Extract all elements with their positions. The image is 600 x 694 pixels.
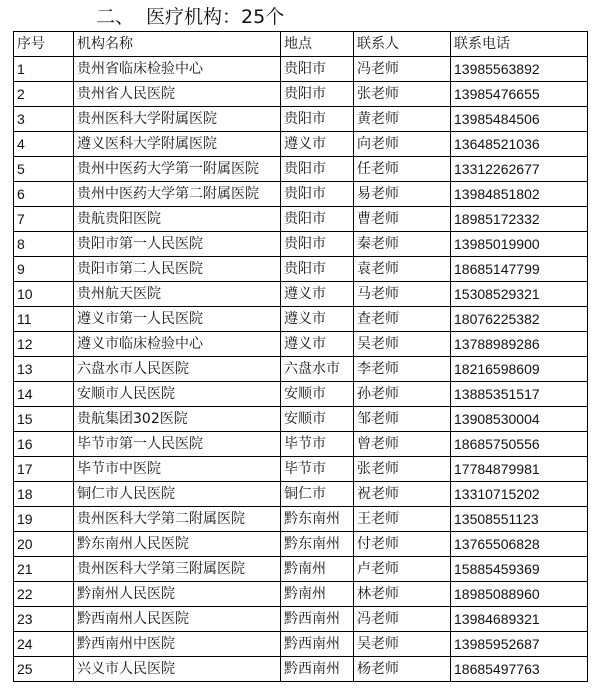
contact-person: 杨老师 xyxy=(354,657,451,682)
row-index: 23 xyxy=(14,607,74,632)
institution-name: 铜仁市人民医院 xyxy=(74,482,281,507)
header-contact: 联系人 xyxy=(354,32,451,57)
location: 遵义市 xyxy=(281,307,354,332)
institution-name: 贵州中医药大学第二附属医院 xyxy=(74,182,281,207)
row-index: 5 xyxy=(14,157,74,182)
header-institution: 机构名称 xyxy=(74,32,281,57)
location: 黔南州 xyxy=(281,582,354,607)
table-row xyxy=(14,657,588,682)
table-row xyxy=(14,482,588,507)
institution-name: 贵阳市第一人民医院 xyxy=(74,232,281,257)
phone-number: 18685497763 xyxy=(451,657,588,682)
phone-number: 13312262677 xyxy=(451,157,588,182)
phone-number: 13908530004 xyxy=(451,407,588,432)
location: 贵阳市 xyxy=(281,82,354,107)
institution-table xyxy=(13,31,588,682)
institution-name: 黔东南州人民医院 xyxy=(74,532,281,557)
contact-person: 卢老师 xyxy=(354,557,451,582)
phone-number: 17784879981 xyxy=(451,457,588,482)
row-index: 6 xyxy=(14,182,74,207)
contact-person: 冯老师 xyxy=(354,607,451,632)
table-row xyxy=(14,282,588,307)
table-row xyxy=(14,82,588,107)
table-row xyxy=(14,457,588,482)
location: 六盘水市 xyxy=(281,357,354,382)
table-row xyxy=(14,382,588,407)
contact-person: 吴老师 xyxy=(354,632,451,657)
row-index: 1 xyxy=(14,57,74,82)
institution-name: 贵州医科大学第三附属医院 xyxy=(74,557,281,582)
table-header-row xyxy=(14,32,588,57)
institution-name: 贵州航天医院 xyxy=(74,282,281,307)
phone-number: 18985172332 xyxy=(451,207,588,232)
contact-person: 邹老师 xyxy=(354,407,451,432)
row-index: 25 xyxy=(14,657,74,682)
header-phone: 联系电话 xyxy=(451,32,588,57)
row-index: 14 xyxy=(14,382,74,407)
location: 安顺市 xyxy=(281,407,354,432)
row-index: 3 xyxy=(14,107,74,132)
location: 贵阳市 xyxy=(281,232,354,257)
institution-name: 遵义市临床检验中心 xyxy=(74,332,281,357)
institution-name: 贵航贵阳医院 xyxy=(74,207,281,232)
location: 黔西南州 xyxy=(281,607,354,632)
contact-person: 易老师 xyxy=(354,182,451,207)
phone-number: 13765506828 xyxy=(451,532,588,557)
contact-person: 吴老师 xyxy=(354,332,451,357)
phone-number: 13788989286 xyxy=(451,332,588,357)
table-row xyxy=(14,557,588,582)
institution-name: 毕节市第一人民医院 xyxy=(74,432,281,457)
row-index: 7 xyxy=(14,207,74,232)
institution-name: 贵航集团302医院 xyxy=(74,407,281,432)
row-index: 15 xyxy=(14,407,74,432)
header-index: 序号 xyxy=(14,32,74,57)
row-index: 12 xyxy=(14,332,74,357)
phone-number: 13648521036 xyxy=(451,132,588,157)
phone-number: 15308529321 xyxy=(451,282,588,307)
institution-name: 贵州医科大学附属医院 xyxy=(74,107,281,132)
institution-name: 贵州省人民医院 xyxy=(74,82,281,107)
table-row xyxy=(14,432,588,457)
institution-name: 贵州医科大学第二附属医院 xyxy=(74,507,281,532)
table-row xyxy=(14,57,588,82)
phone-number: 18216598609 xyxy=(451,357,588,382)
row-index: 21 xyxy=(14,557,74,582)
table-row xyxy=(14,632,588,657)
institution-name: 遵义医科大学附属医院 xyxy=(74,132,281,157)
table-row xyxy=(14,157,588,182)
section-number: 二、 xyxy=(96,6,135,28)
institution-name: 黔南州人民医院 xyxy=(74,582,281,607)
contact-person: 任老师 xyxy=(354,157,451,182)
phone-number: 13985952687 xyxy=(451,632,588,657)
location: 遵义市 xyxy=(281,282,354,307)
location: 黔东南州 xyxy=(281,532,354,557)
institution-name: 兴义市人民医院 xyxy=(74,657,281,682)
row-index: 9 xyxy=(14,257,74,282)
row-index: 20 xyxy=(14,532,74,557)
row-index: 13 xyxy=(14,357,74,382)
table-row xyxy=(14,607,588,632)
phone-number: 15885459369 xyxy=(451,557,588,582)
row-index: 24 xyxy=(14,632,74,657)
location: 铜仁市 xyxy=(281,482,354,507)
institution-name: 黔西南州人民医院 xyxy=(74,607,281,632)
row-index: 18 xyxy=(14,482,74,507)
location: 贵阳市 xyxy=(281,257,354,282)
table-row xyxy=(14,182,588,207)
phone-number: 18076225382 xyxy=(451,307,588,332)
table-row xyxy=(14,232,588,257)
row-index: 4 xyxy=(14,132,74,157)
contact-person: 王老师 xyxy=(354,507,451,532)
contact-person: 向老师 xyxy=(354,132,451,157)
phone-number: 13984851802 xyxy=(451,182,588,207)
phone-number: 13985484506 xyxy=(451,107,588,132)
phone-number: 13985563892 xyxy=(451,57,588,82)
location: 贵阳市 xyxy=(281,107,354,132)
phone-number: 13310715202 xyxy=(451,482,588,507)
phone-number: 13985019900 xyxy=(451,232,588,257)
phone-number: 13885351517 xyxy=(451,382,588,407)
section-heading xyxy=(96,4,284,30)
table-row xyxy=(14,332,588,357)
location: 黔西南州 xyxy=(281,657,354,682)
location: 黔南州 xyxy=(281,557,354,582)
institution-name: 安顺市人民医院 xyxy=(74,382,281,407)
location: 贵阳市 xyxy=(281,207,354,232)
table-row xyxy=(14,132,588,157)
table-row xyxy=(14,532,588,557)
institution-name: 贵州省临床检验中心 xyxy=(74,57,281,82)
row-index: 10 xyxy=(14,282,74,307)
location: 贵阳市 xyxy=(281,57,354,82)
location: 遵义市 xyxy=(281,132,354,157)
contact-person: 冯老师 xyxy=(354,57,451,82)
contact-person: 马老师 xyxy=(354,282,451,307)
contact-person: 秦老师 xyxy=(354,232,451,257)
contact-person: 袁老师 xyxy=(354,257,451,282)
table-row xyxy=(14,107,588,132)
contact-person: 曾老师 xyxy=(354,432,451,457)
institution-name: 贵阳市第二人民医院 xyxy=(74,257,281,282)
table-row xyxy=(14,582,588,607)
row-index: 16 xyxy=(14,432,74,457)
institution-name: 贵州中医药大学第一附属医院 xyxy=(74,157,281,182)
phone-number: 18685750556 xyxy=(451,432,588,457)
institution-name: 六盘水市人民医院 xyxy=(74,357,281,382)
location: 贵阳市 xyxy=(281,157,354,182)
contact-person: 付老师 xyxy=(354,532,451,557)
location: 毕节市 xyxy=(281,432,354,457)
table-row xyxy=(14,207,588,232)
institution-name: 毕节市中医院 xyxy=(74,457,281,482)
row-index: 22 xyxy=(14,582,74,607)
table-row xyxy=(14,257,588,282)
phone-number: 13508551123 xyxy=(451,507,588,532)
location: 黔西南州 xyxy=(281,632,354,657)
location: 贵阳市 xyxy=(281,182,354,207)
location: 安顺市 xyxy=(281,382,354,407)
contact-person: 查老师 xyxy=(354,307,451,332)
row-index: 11 xyxy=(14,307,74,332)
phone-number: 13984689321 xyxy=(451,607,588,632)
table-row xyxy=(14,507,588,532)
institution-name: 黔西南州中医院 xyxy=(74,632,281,657)
institution-name: 遵义市第一人民医院 xyxy=(74,307,281,332)
location: 黔东南州 xyxy=(281,507,354,532)
contact-person: 李老师 xyxy=(354,357,451,382)
row-index: 19 xyxy=(14,507,74,532)
location: 毕节市 xyxy=(281,457,354,482)
row-index: 2 xyxy=(14,82,74,107)
table-row xyxy=(14,407,588,432)
location: 遵义市 xyxy=(281,332,354,357)
contact-person: 黄老师 xyxy=(354,107,451,132)
contact-person: 孙老师 xyxy=(354,382,451,407)
row-index: 17 xyxy=(14,457,74,482)
phone-number: 18685147799 xyxy=(451,257,588,282)
contact-person: 张老师 xyxy=(354,82,451,107)
header-location: 地点 xyxy=(281,32,354,57)
contact-person: 林老师 xyxy=(354,582,451,607)
phone-number: 13985476655 xyxy=(451,82,588,107)
contact-person: 张老师 xyxy=(354,457,451,482)
table-row xyxy=(14,307,588,332)
row-index: 8 xyxy=(14,232,74,257)
contact-person: 祝老师 xyxy=(354,482,451,507)
phone-number: 18985088960 xyxy=(451,582,588,607)
contact-person: 曹老师 xyxy=(354,207,451,232)
section-title: 医疗机构：25个 xyxy=(146,6,285,28)
table-row xyxy=(14,357,588,382)
